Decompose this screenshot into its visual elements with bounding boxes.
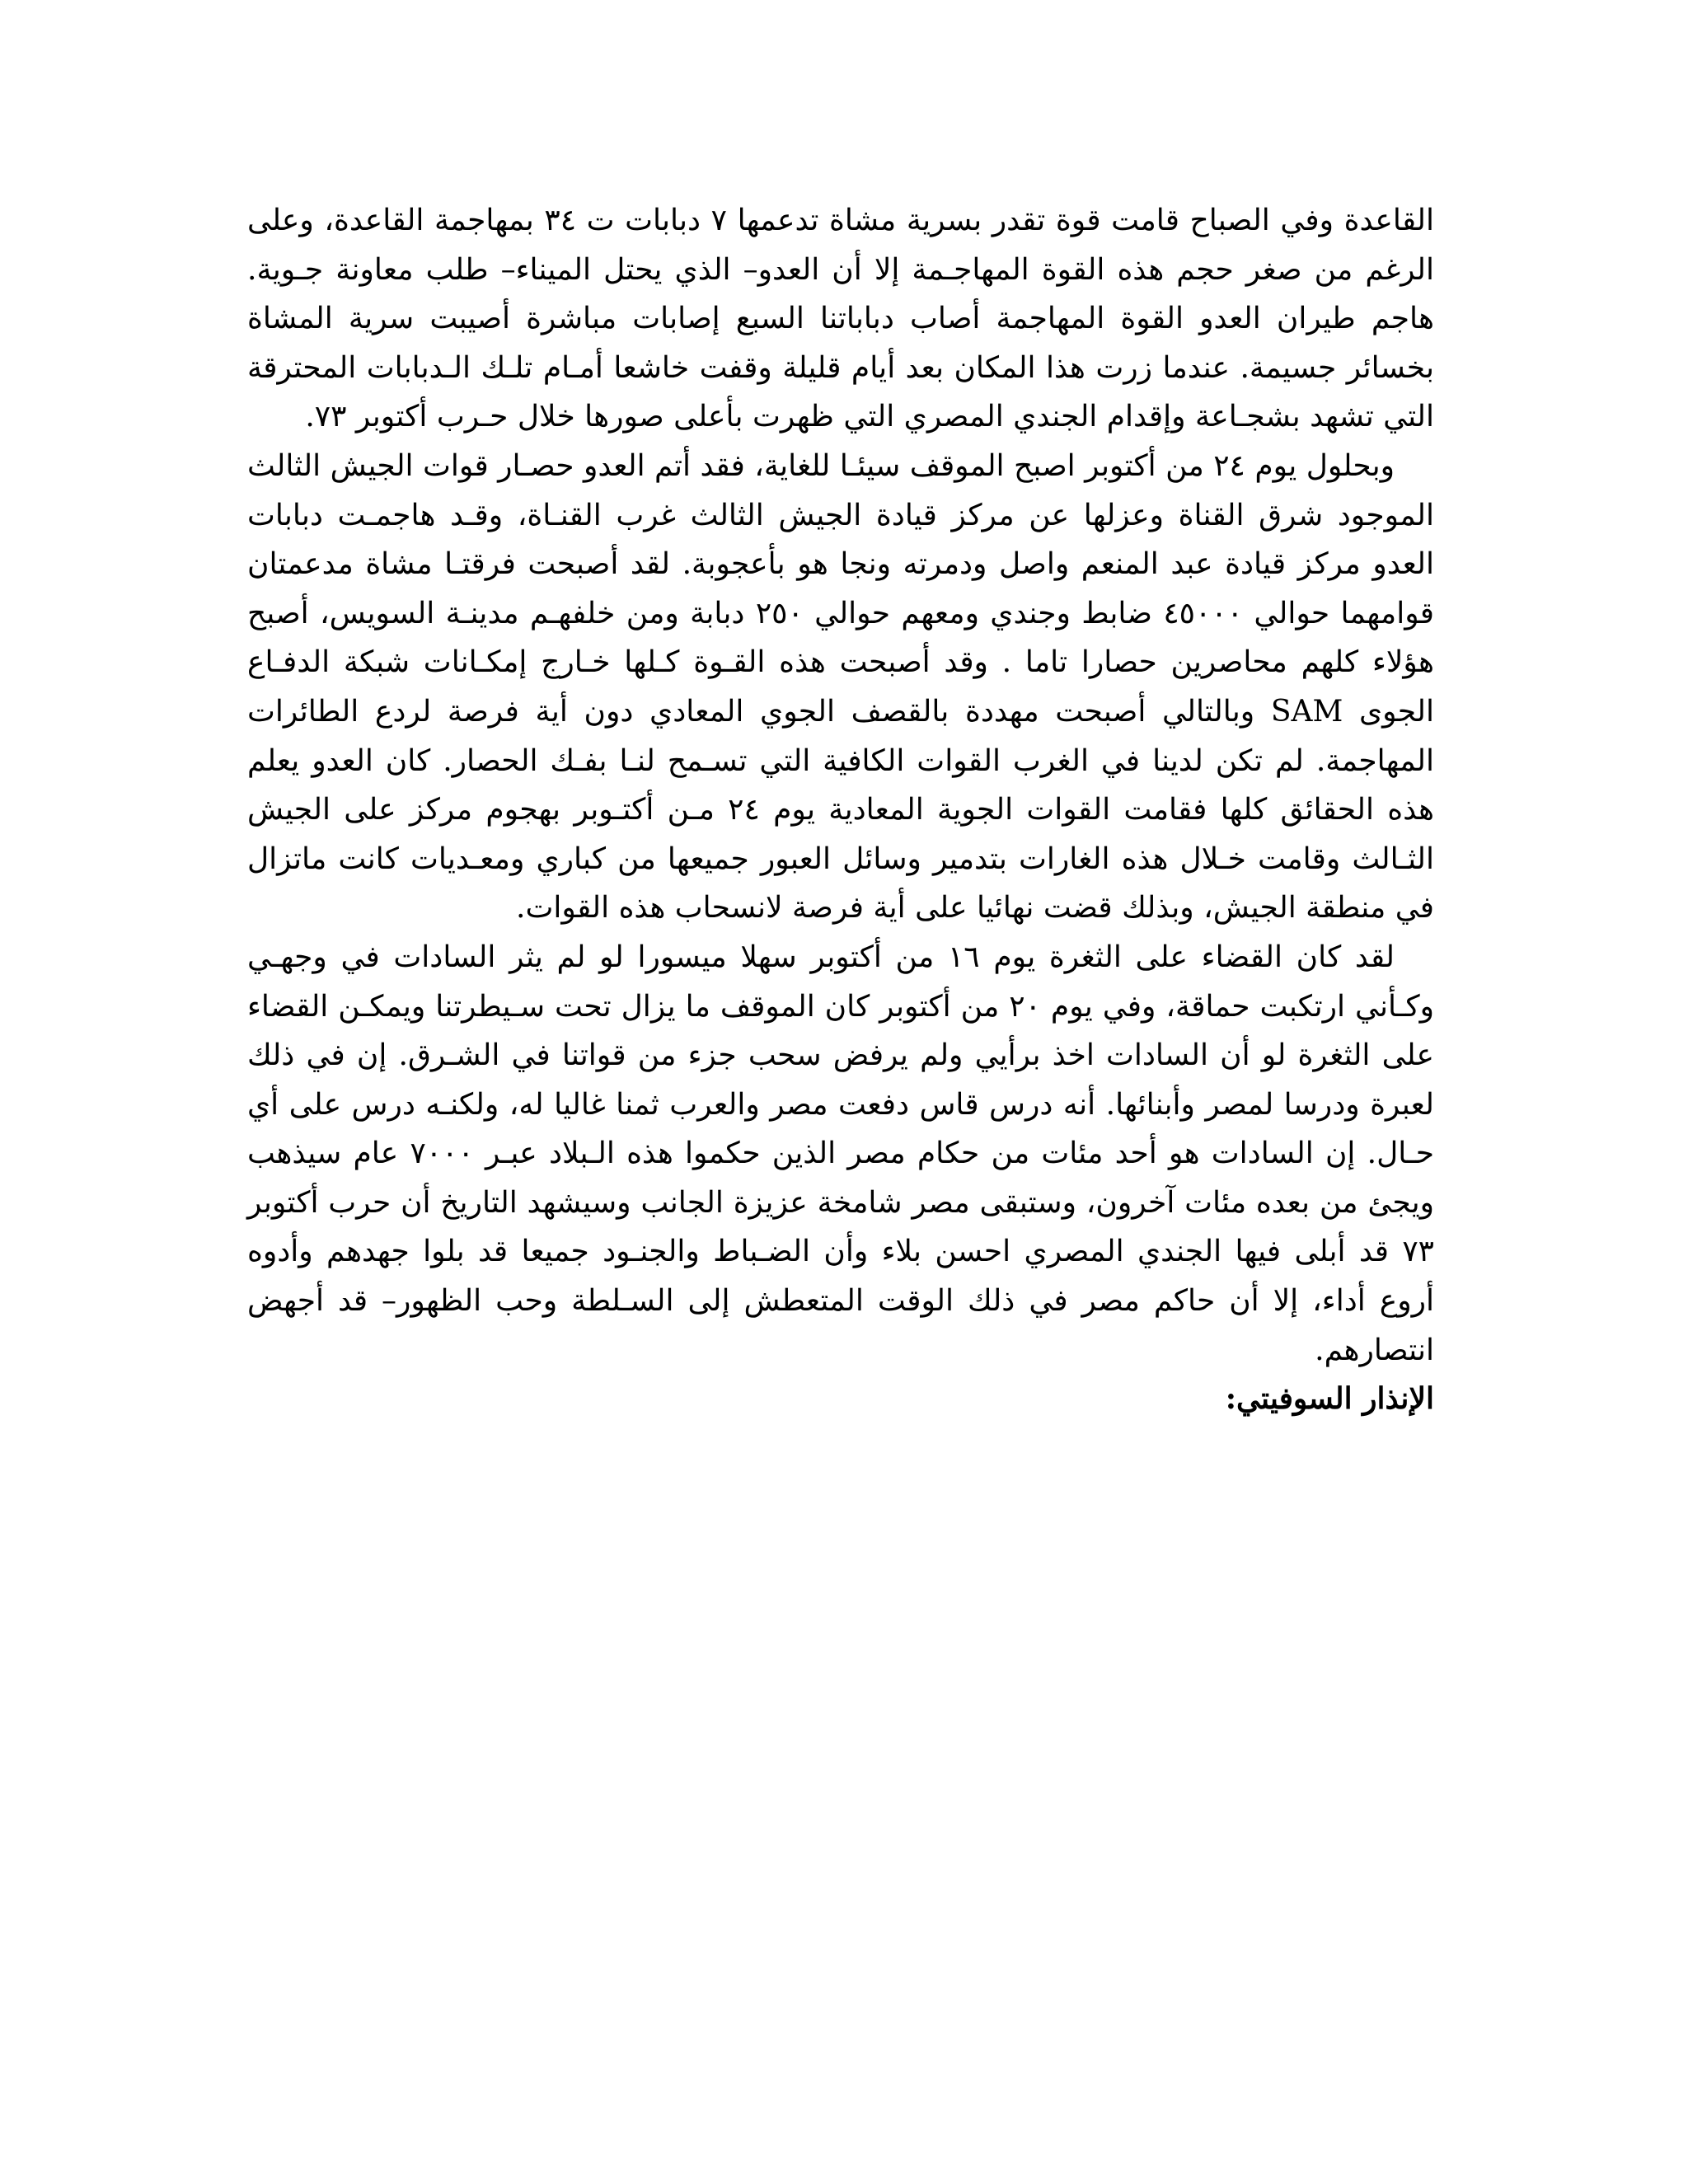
document-page xyxy=(247,196,1434,1424)
paragraph-siege-third-army: وبحلول يوم ٢٤ من أكتوبر اصبح الموقف سيئـا للغاية، فقد أتم العدو حصـار قوات الجيش الثالث الموجود شرق القناة وعزلها عن مركز قيادة الجيش الثالث غرب القنـاة، وقـد هاجمـت دبابات العدو مركز قيادة عبد المنعم واصل ودمرته ونجا هو بأعجوبة. لقد أصبحت فرقتـا مشاة مدعمتان قوامهما حوالي ٤٥٠٠٠ ضابط وجندي ومعهم حوالي ٢٥٠ دبابة ومن خلفهـم مدينـة السويس، أصبح هؤلاء كلهم محاصرين حصارا تاما . وقد أصبحت هذه القـوة كـلها خـارج إمكـانات شبكة الدفـاع الجوى SAM وبالتالي أصبحت مهددة بالقصف الجوي المعادي دون أية فرصة لردع الطائرات المهاجمة. لم تكن لدينا في الغرب القوات الكافية التي تسـمح لنـا بفـك الحصار. كان العدو يعلم هذه الحقائق كلها فقامت القوات الجوية المعادية يوم ٢٤ مـن أكتـوبر بهجوم مركز على الجيش الثـالث وقامت خـلال هذه الغارات بتدمير وسائل العبور جميعها من كباري ومعـديات كانت ماتزال في منطقة الجيش، وبذلك قضت نهائيا على أية فرصة لانسحاب هذه القوات. xyxy=(247,448,1434,926)
paragraph-tank-battle: القاعدة وفي الصباح قامت قوة تقدر بسرية مشاة تدعمها ٧ دبابات ت ٣٤ بمهاجمة القاعدة، وعلى الرغم من صغر حجم هذه القوة المهاجـمة إلا أن العدو– الذي يحتل الميناء– طلب معاونة جـوية. هاجم طيران العدو القوة المهاجمة أصاب دباباتنا السبع إصابات مباشرة أصيبت سرية المشاة بخسائر جسيمة. عندما زرت هذا المكان بعد أيام قليلة وقفت خاشعا أمـام تلـك الـدبابات المحترقة التي تشهد بشجـاعة وإقدام الجندي المصري التي ظهرت بأعلى صورها خلال حـرب أكتوبر ٧٣. xyxy=(247,204,1434,434)
section-heading-soviet-ultimatum: الإنذار السوفيتي: xyxy=(1225,1381,1434,1417)
paragraph-gap-lesson: لقد كان القضاء على الثغرة يوم ١٦ من أكتوبر سهلا ميسورا لو لم يثر السادات في وجهـي وكـأني ارتكبت حماقة، وفي يوم ٢٠ من أكتوبر كان الموقف ما يزال تحت سـيطرتنا ويمكـن القضاء على الثغرة لو أن السادات اخذ برأيي ولم يرفض سحب جزء من قواتنا في الشـرق. إن في ذلك لعبرة ودرسا لمصر وأبنائها. أنه درس قاس دفعت مصر والعرب ثمنا غاليا له، ولكنـه درس على أي حـال. إن السادات هو أحد مئات من حكام مصر الذين حكموا هذه الـبلاد عبـر ٧٠٠٠ عام سيذهب ويجئ من بعده مئات آخرون، وستبقى مصر شامخة عزيزة الجانب وسيشهد التاريخ أن حرب أكتوبر ٧٣ قد أبلى فيها الجندي المصري احسن بلاء وأن الضـباط والجنـود جميعا قد بلوا جهدهم وأدوه أروع أداء، إلا أن حاكم مصر في ذلك الوقت المتعطش إلى السـلطة وحب الظهور– قد أجهض انتصارهم. xyxy=(247,940,1435,1367)
